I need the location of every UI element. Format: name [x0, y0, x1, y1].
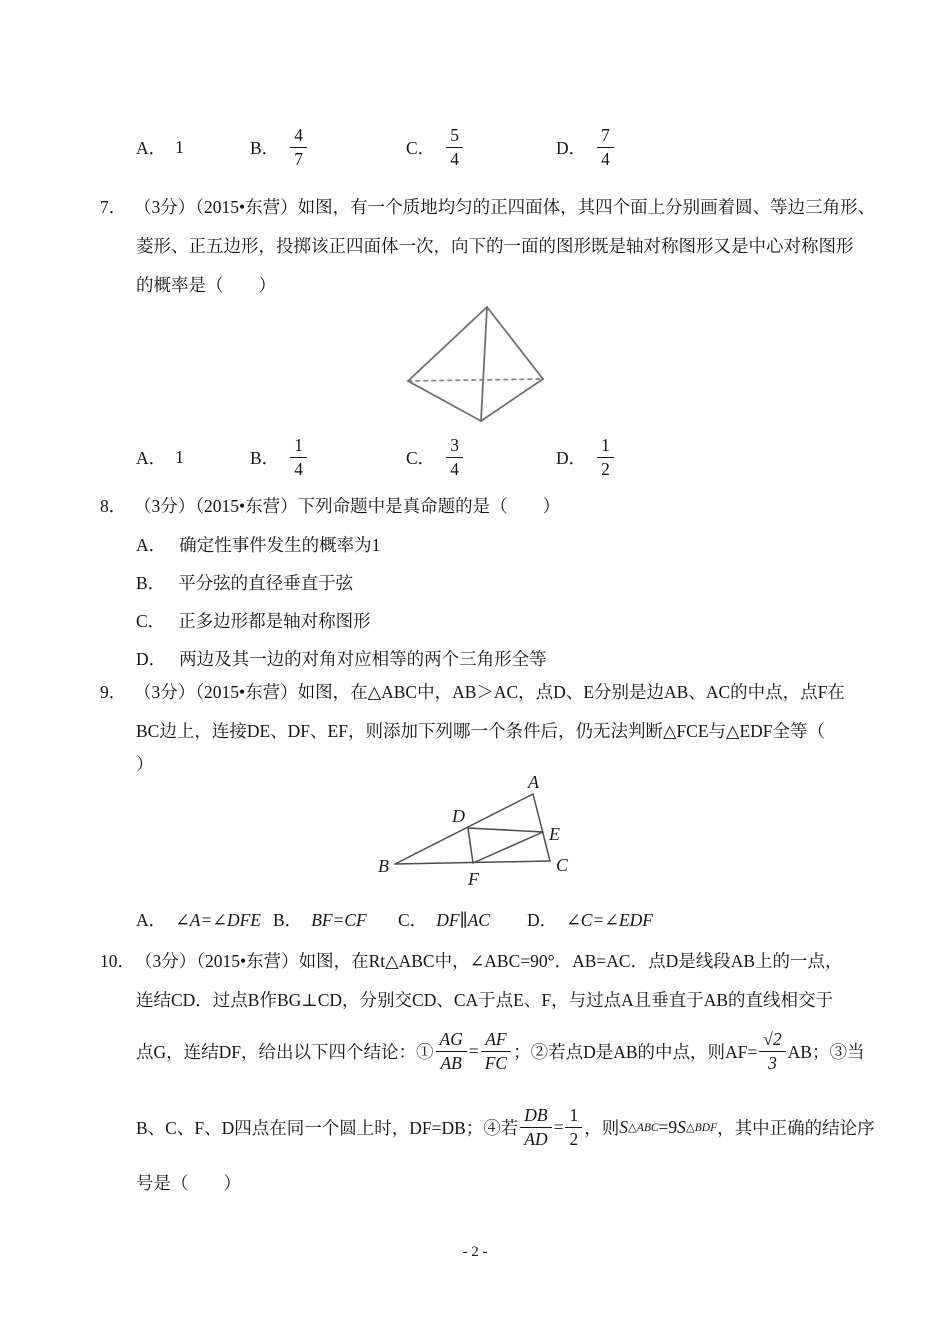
q7-stem-line-1: 7． （3分）（2015•东营）如图，有一个质地均匀的正四面体，其四个面上分别画着圆、等边三角形、 — [100, 188, 880, 227]
fraction: $\frac{1}{2}$ — [565, 1105, 582, 1149]
vertex-label-f: F — [468, 869, 479, 889]
question-10 — [100, 942, 880, 1203]
q9-stem-line-1: 9． （3分）（2015•东营）如图，在△ABC中，AB＞AC，点D、E分别是边AB、AC的中点，点F在 — [100, 673, 880, 712]
option-label: D． — [556, 447, 587, 468]
q8-stem: 8． （3分）（2015•东营）下列命题中是真命题的是（ ） — [100, 487, 880, 526]
vertex-label-e: E — [549, 824, 560, 844]
vertex-label-d: D — [452, 806, 465, 826]
question-6-options — [100, 119, 880, 175]
question-number: 7． — [100, 197, 127, 217]
q9-stem-line-2: BC边上，连接DE、DF、EF，则添加下列哪一个条件后，仍无法判断△FCE与△EDF全等（ — [136, 721, 826, 741]
option-label: A． — [136, 137, 167, 158]
q9-option-b: B． BF=CF — [273, 910, 367, 930]
q6-option-d — [556, 125, 880, 169]
q7-option-b — [250, 435, 406, 479]
question-number: 10． — [100, 951, 135, 971]
fraction-sqrt2-over-3: $\frac{√2}{3}$ — [759, 1029, 785, 1073]
fraction: $\frac{3}{4}$ — [446, 435, 463, 479]
q6-option-a — [136, 135, 250, 160]
option-label: D． — [527, 910, 558, 930]
q10-stem-line-2: 连结CD．过点B作BG⊥CD，分别交CD、CA于点E、F，与过点A且垂直于AB的直线相交于 — [136, 990, 834, 1010]
fraction: $\frac{AF}{FC}$ — [481, 1029, 511, 1073]
question-9 — [100, 673, 880, 939]
page-number: - 2 - — [462, 1244, 488, 1260]
fraction: $\frac{1}{4}$ — [290, 435, 307, 479]
option-value: 1 — [175, 446, 184, 467]
question-8 — [100, 487, 880, 678]
subscript-abc: △ABC — [627, 1122, 659, 1134]
q8-option-a: A． 确定性事件发生的概率为1 — [136, 535, 381, 555]
fraction: $\frac{4}{7}$ — [290, 125, 307, 169]
vertex-label-b: B — [378, 856, 389, 876]
vertex-label-c: C — [556, 855, 569, 875]
option-label: A． — [136, 910, 167, 930]
q9-option-c: C． DF∥AC — [398, 910, 490, 930]
q7-option-d — [556, 435, 880, 479]
q9-option-d: D． ∠C=∠EDF — [527, 910, 653, 930]
q10-stem-line-4: B、C、F、D四点在同一个圆上时，DF=DB；④若 $\frac{DB}{AD}$ = $\frac{1}{2}$ ，则 S △ABC =9 S △BDF ，其中正确的结论序 — [136, 1104, 875, 1149]
option-label: C． — [136, 611, 166, 631]
question-7-options — [100, 429, 880, 485]
area-symbol: S — [619, 1116, 628, 1137]
q8-option-b: B． 平分弦的直径垂直于弦 — [136, 573, 354, 593]
option-label: A． — [136, 447, 167, 468]
option-label: C． — [406, 137, 436, 158]
q10-stem-line-5: 号是（ ） — [136, 1173, 241, 1193]
option-label: B． — [250, 447, 280, 468]
tetrahedron-figure — [395, 299, 585, 427]
q8-option-d: D． 两边及其一边的对角对应相等的两个三角形全等 — [136, 649, 547, 669]
q7-option-a — [136, 445, 250, 470]
q9-option-a: A． ∠A=∠DFE — [136, 910, 261, 930]
q8-option-c: C． 正多边形都是轴对称图形 — [136, 611, 371, 631]
q9-stem-line-3: ） — [136, 754, 154, 774]
area-symbol: S — [677, 1116, 686, 1137]
fraction: $\frac{5}{4}$ — [446, 125, 463, 169]
q10-stem-line-1: 10．（3分）（2015•东营）如图，在Rt△ABC中，∠ABC=90°．AB=AC．点D是线段AB上的一点， — [100, 942, 880, 981]
question-7 — [100, 188, 880, 485]
fraction: $\frac{1}{2}$ — [597, 435, 614, 479]
option-label: B． — [273, 910, 303, 930]
q7-option-c — [406, 435, 556, 479]
q6-option-b — [250, 125, 406, 169]
q7-stem-line-2: 菱形、正五边形，投掷该正四面体一次，向下的一面的图形既是轴对称图形又是中心对称图形 — [136, 236, 854, 256]
option-label: D． — [556, 137, 587, 158]
fraction: $\frac{AG}{AB}$ — [436, 1029, 467, 1073]
question-9-options — [100, 901, 880, 939]
option-label: A． — [136, 535, 167, 555]
option-label: C． — [398, 910, 428, 930]
question-number: 9． — [100, 682, 127, 702]
option-label: B． — [136, 573, 166, 593]
option-value: 1 — [175, 136, 184, 157]
q6-option-c — [406, 125, 556, 169]
triangle-figure — [372, 771, 602, 893]
fraction: $\frac{7}{4}$ — [597, 125, 614, 169]
option-label: D． — [136, 649, 167, 669]
question-number: 8． — [100, 496, 127, 516]
option-label: B． — [250, 137, 280, 158]
q7-stem-line-3: 的概率是（ ） — [136, 275, 276, 295]
subscript-bdf: △BDF — [685, 1122, 718, 1134]
vertex-label-a: A — [528, 772, 539, 792]
fraction: $\frac{DB}{AD}$ — [520, 1105, 551, 1149]
q10-stem-line-3: 点G，连结DF，给出以下四个结论：① $\frac{AG}{AB}$ = $\frac{AF}{FC}$ ；②若点D是AB的中点，则AF= $\frac{√2}{3}$ AB；③当 — [136, 1028, 865, 1073]
option-label: C． — [406, 447, 436, 468]
